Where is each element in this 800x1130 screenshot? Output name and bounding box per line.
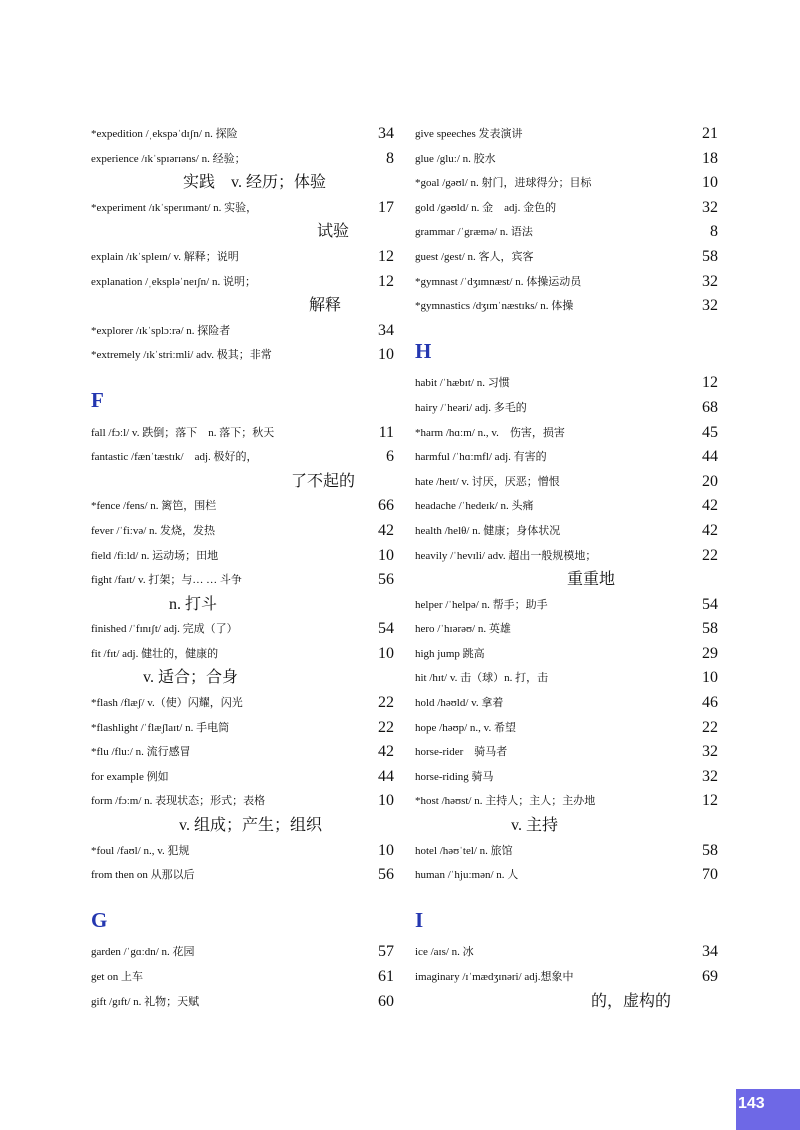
glossary-entry — [415, 371, 718, 396]
entry-page-number: 12 — [702, 792, 718, 810]
entry-continuation: 试验 — [317, 223, 350, 241]
entry-text: *goal /gəʊl/ n. 射门，进球得分；目标 — [415, 177, 592, 190]
glossary-entry — [415, 147, 718, 172]
glossary-entry — [91, 990, 394, 1015]
entry-page-number: 45 — [702, 423, 718, 441]
entry-text: high jump 跳高 — [415, 647, 485, 660]
entry-page-number: 10 — [378, 546, 394, 564]
entry-text: guest /gest/ n. 客人，宾客 — [415, 250, 534, 263]
entry-text: fall /fɔːl/ v. 跌倒；落下 n. 落下；秋天 — [91, 426, 275, 439]
entry-text: *expedition /ˌekspəˈdɪʃn/ n. 探险 — [91, 128, 238, 140]
entry-text: *flashlight /ˈflæʃlaɪt/ n. 手电筒 — [91, 721, 230, 734]
entry-text: *host /həʊst/ n. 主持人；主人；主办地 — [415, 795, 596, 808]
glossary-entry — [415, 740, 718, 765]
glossary-entry — [91, 716, 394, 741]
entry-page-number: 56 — [378, 571, 394, 589]
entry-text: hotel /həʊˈtel/ n. 旅馆 — [415, 844, 513, 857]
glossary-entry — [415, 593, 718, 618]
entry-text: human /ˈhjuːmən/ n. 人 — [415, 869, 519, 882]
entry-page-number: 10 — [378, 346, 394, 364]
glossary-entry — [91, 319, 394, 344]
entry-text: fit /fɪt/ adj. 健壮的，健康的 — [91, 647, 219, 660]
entry-page-number: 29 — [702, 644, 718, 662]
glossary-entry — [91, 617, 394, 642]
entry-page-number: 58 — [702, 620, 718, 638]
glossary-entry — [415, 839, 718, 864]
page-number: 143 — [738, 1095, 765, 1112]
glossary-entry — [91, 940, 394, 965]
entry-page-number: 68 — [702, 398, 718, 416]
glossary-entry — [91, 740, 394, 765]
entry-text: explain /ɪkˈspleɪn/ v. 解释；说明 — [91, 250, 239, 263]
glossary-entry — [91, 421, 394, 446]
entry-text: *gymnast /ˈdʒɪmnæst/ n. 体操运动员 — [415, 275, 582, 288]
entry-page-number: 42 — [702, 521, 718, 539]
entry-text: garden /ˈgɑːdn/ n. 花园 — [91, 946, 195, 959]
glossary-entry — [91, 965, 394, 990]
entry-continuation: 的，虚构的 — [591, 992, 672, 1010]
glossary-entry — [415, 642, 718, 667]
entry-page-number: 54 — [702, 595, 718, 613]
entry-page-number: 20 — [702, 472, 718, 490]
entry-text: grammar /ˈgræmə/ n. 语法 — [415, 226, 533, 239]
entry-page-number: 10 — [702, 669, 718, 687]
entry-page-number: 44 — [378, 767, 394, 785]
entry-page-number: 12 — [378, 247, 394, 265]
entry-page-number: 8 — [386, 149, 394, 167]
glossary-entry — [415, 789, 718, 838]
entry-page-number: 54 — [378, 620, 394, 638]
entry-page-number: 32 — [702, 198, 718, 216]
glossary-entry — [415, 171, 718, 196]
glossary-entry — [91, 765, 394, 790]
entry-text: give speeches 发表演讲 — [415, 128, 523, 140]
glossary-entry — [415, 220, 718, 245]
section-spacer — [91, 413, 394, 421]
glossary-entry — [415, 421, 718, 446]
glossary-entry — [91, 270, 394, 319]
entry-page-number: 61 — [378, 968, 394, 985]
entry-page-number: 34 — [378, 125, 394, 142]
entry-page-number: 34 — [378, 321, 394, 339]
left-column — [91, 122, 394, 1014]
entry-text: harmful /ˈhɑːmfl/ adj. 有害的 — [415, 451, 547, 464]
glossary-entry — [91, 343, 394, 368]
entry-text: imaginary /ɪˈmædʒɪnəri/ adj.想象中 — [415, 971, 574, 983]
glossary-entry — [415, 544, 718, 593]
entry-page-number: 12 — [378, 272, 394, 290]
entry-page-number: 34 — [702, 943, 718, 961]
entry-text: *gymnastics /dʒɪmˈnæstɪks/ n. 体操 — [415, 300, 574, 313]
entry-text: form /fɔːm/ n. 表现状态；形式；表格 — [91, 795, 266, 808]
section-letter-i: I — [415, 907, 424, 932]
entry-text: *explorer /ɪkˈsplɔːrə/ n. 探险者 — [91, 324, 231, 337]
glossary-entry — [415, 617, 718, 642]
entry-page-number: 70 — [702, 866, 718, 884]
entry-continuation: v. 组成；产生；组织 — [179, 817, 322, 835]
entry-text: hit /hɪt/ v. 击（球）n. 打，击 — [415, 672, 549, 685]
glossary-entry — [91, 691, 394, 716]
glossary-entry — [415, 494, 718, 519]
entry-text: for example 例如 — [91, 770, 169, 783]
entry-text: get on 上车 — [91, 971, 143, 983]
glossary-entry — [91, 245, 394, 270]
glossary-entry — [91, 196, 394, 245]
entry-page-number: 22 — [702, 718, 718, 736]
section-spacer — [91, 888, 394, 908]
entry-text: *foul /faʊl/ n., v. 犯规 — [91, 844, 190, 857]
section-spacer — [91, 368, 394, 388]
entry-page-number: 32 — [702, 297, 718, 315]
glossary-entry — [91, 544, 394, 569]
glossary-entry — [91, 147, 394, 196]
glossary-entry — [415, 519, 718, 544]
entry-continuation: 解释 — [309, 297, 342, 315]
entry-page-number: 22 — [378, 718, 394, 736]
glossary-entry — [415, 666, 718, 691]
glossary-entry — [415, 196, 718, 221]
entry-page-number: 10 — [378, 792, 394, 810]
entry-continuation: 了不起的 — [291, 472, 356, 490]
entry-text: habit /ˈhæbɪt/ n. 习惯 — [415, 377, 510, 390]
glossary-entry — [415, 294, 718, 319]
entry-text: *flu /fluː/ n. 流行感冒 — [91, 746, 191, 759]
entry-page-number: 17 — [378, 198, 394, 216]
entry-page-number: 11 — [378, 423, 394, 441]
entry-text: *extremely /ɪkˈstriːmli/ adv. 极其；非常 — [91, 349, 272, 362]
entry-page-number: 42 — [702, 497, 718, 515]
section-letter-f: F — [91, 387, 104, 412]
section-spacer — [91, 932, 394, 940]
glossary-entry — [91, 839, 394, 864]
glossary-entry — [91, 494, 394, 519]
entry-text: field /fiːld/ n. 运动场；田地 — [91, 549, 219, 562]
glossary-entry — [91, 789, 394, 838]
section-spacer — [415, 319, 718, 339]
section-letter-h: H — [415, 338, 432, 363]
entry-continuation: v. 主持 — [511, 817, 558, 835]
entry-continuation: 实践 v. 经历；体验 — [183, 174, 326, 192]
entry-page-number: 46 — [702, 694, 718, 712]
glossary-entry — [91, 445, 394, 494]
page-number-tab — [736, 1089, 800, 1130]
glossary-entry — [415, 940, 718, 965]
entry-text: fever /ˈfiːvə/ n. 发烧，发热 — [91, 524, 216, 537]
entry-page-number: 10 — [378, 841, 394, 859]
entry-text: hope /həʊp/ n., v. 希望 — [415, 721, 516, 734]
glossary-entry — [415, 245, 718, 270]
entry-text: gold /gəʊld/ n. 金 adj. 金色的 — [415, 201, 557, 214]
entry-text: hero /ˈhɪərəʊ/ n. 英雄 — [415, 623, 511, 636]
glossary-entry — [91, 519, 394, 544]
entry-page-number: 6 — [386, 448, 394, 466]
section-spacer — [415, 888, 718, 908]
entry-page-number: 58 — [702, 247, 718, 265]
entry-text: headache /ˈhedeɪk/ n. 头痛 — [415, 500, 534, 513]
entry-page-number: 18 — [702, 149, 718, 167]
entry-page-number: 42 — [378, 743, 394, 761]
entry-page-number: 8 — [710, 223, 718, 241]
entry-text: ice /aɪs/ n. 冰 — [415, 946, 474, 959]
entry-text: *flash /flæʃ/ v.（使）闪耀，闪光 — [91, 697, 243, 710]
entry-text: hold /həʊld/ v. 拿着 — [415, 697, 504, 710]
entry-page-number: 57 — [378, 943, 394, 961]
entry-text: hate /heɪt/ v. 讨厌，厌恶；憎恨 — [415, 475, 560, 488]
entry-text: *experiment /ɪkˈsperɪmənt/ n. 实验， — [91, 201, 258, 214]
entry-page-number: 12 — [702, 374, 718, 392]
glossary-entry — [415, 691, 718, 716]
glossary-entry — [415, 716, 718, 741]
glossary-entry — [415, 396, 718, 421]
entry-text: helper /ˈhelpə/ n. 帮手；助手 — [415, 598, 548, 611]
entry-text: finished /ˈfɪnɪʃt/ adj. 完成（了） — [91, 623, 238, 636]
glossary-entry — [415, 270, 718, 295]
glossary-entry — [91, 122, 394, 147]
entry-page-number: 32 — [702, 767, 718, 785]
entry-text: horse-rider 骑马者 — [415, 746, 508, 759]
entry-page-number: 10 — [378, 644, 394, 662]
entry-text: gift /gɪft/ n. 礼物；天赋 — [91, 995, 200, 1008]
glossary-entry — [91, 642, 394, 691]
glossary-entry — [415, 445, 718, 470]
entry-text: *fence /fens/ n. 篱笆，围栏 — [91, 500, 217, 513]
right-column — [415, 122, 718, 1014]
glossary-entry — [91, 863, 394, 888]
entry-text: from then on 从那以后 — [91, 869, 195, 882]
entry-page-number: 44 — [702, 448, 718, 466]
entry-page-number: 42 — [378, 521, 394, 539]
entry-text: glue /gluː/ n. 胶水 — [415, 152, 496, 165]
entry-text: explanation /ˌekspləˈneɪʃn/ n. 说明； — [91, 275, 256, 288]
entry-text: hairy /ˈheəri/ adj. 多毛的 — [415, 401, 527, 414]
entry-page-number: 10 — [702, 174, 718, 192]
entry-continuation: n. 打斗 — [169, 595, 218, 613]
section-spacer — [415, 932, 718, 940]
entry-text: fight /faɪt/ v. 打架；与… … 斗争 — [91, 574, 242, 587]
entry-page-number: 22 — [378, 694, 394, 712]
entry-continuation: v. 适合；合身 — [143, 669, 238, 687]
glossary-entry — [415, 122, 718, 147]
entry-text: experience /ɪkˈspɪərɪəns/ n. 经验； — [91, 152, 246, 165]
entry-page-number: 32 — [702, 272, 718, 290]
entry-page-number: 56 — [378, 866, 394, 884]
entry-page-number: 21 — [702, 125, 718, 142]
entry-page-number: 22 — [702, 546, 718, 564]
glossary-entry — [415, 965, 718, 1014]
section-spacer — [415, 363, 718, 371]
glossary-entry — [415, 470, 718, 495]
entry-text: *harm /hɑːm/ n., v. 伤害，损害 — [415, 426, 565, 439]
entry-page-number: 32 — [702, 743, 718, 761]
glossary-entry — [91, 568, 394, 617]
glossary-entry — [415, 863, 718, 888]
entry-page-number: 69 — [702, 968, 718, 985]
entry-text: horse-riding 骑马 — [415, 770, 494, 783]
entry-page-number: 66 — [378, 497, 394, 515]
entry-page-number: 60 — [378, 992, 394, 1010]
entry-text: health /helθ/ n. 健康；身体状况 — [415, 524, 561, 537]
entry-text: heavily /ˈhevɪli/ adv. 超出一般规模地； — [415, 549, 597, 562]
glossary-entry — [415, 765, 718, 790]
entry-continuation: 重重地 — [567, 571, 616, 589]
section-letter-g: G — [91, 907, 108, 932]
entry-text: fantastic /fænˈtæstɪk/ adj. 极好的， — [91, 451, 258, 464]
entry-page-number: 58 — [702, 841, 718, 859]
